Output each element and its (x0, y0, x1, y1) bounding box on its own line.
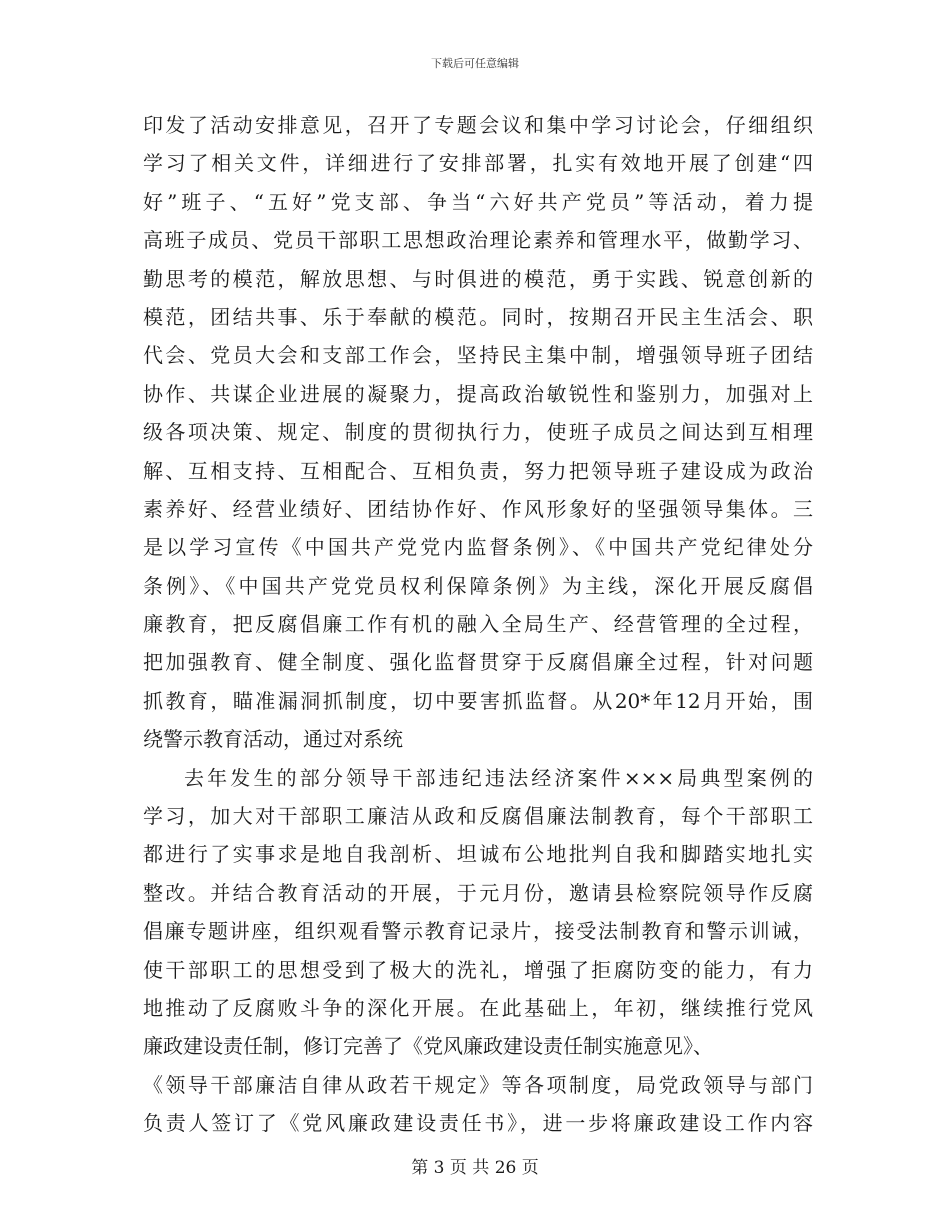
page-header: 下载后可任意编辑 (431, 57, 519, 70)
paragraph-2 (143, 759, 813, 1143)
document-body (143, 106, 813, 1143)
text-line: 廉政建设责任制，修订完善了《党风廉政建设责任制实施意见》、 (143, 1034, 713, 1059)
text-line: 抓教育，瞄准漏洞抓制度，切中要害抓监督。从20*年12月开始，围 (143, 688, 813, 713)
text-line: 倡廉专题讲座，组织观看警示教育记录片，接受法制教育和警示训诫， (143, 919, 813, 944)
text-line: 协作、共谋企业进展的凝聚力，提高政治敏锐性和鉴别力，加强对上 (143, 381, 813, 406)
text-line: 学习了相关文件，详细进行了安排部署，扎实有效地开展了创建“四 (143, 151, 813, 176)
text-line: 使干部职工的思想受到了极大的洗礼，增强了拒腐防变的能力，有力 (143, 957, 813, 982)
text-line: 素养好、经营业绩好、团结协作好、作风形象好的坚强领导集体。三 (143, 496, 813, 521)
text-line: 高班子成员、党员干部职工思想政治理论素养和管理水平，做勤学习、 (143, 228, 813, 253)
text-line: 解、互相支持、互相配合、互相负责，努力把领导班子建设成为政治 (143, 458, 813, 483)
text-line: 学习，加大对干部职工廉洁从政和反腐倡廉法制教育，每个干部职工 (143, 804, 813, 829)
text-line: 整改。并结合教育活动的开展，于元月份，邀请县检察院领导作反腐 (143, 880, 813, 905)
text-line: 条例》、《中国共产党党员权利保障条例》为主线，深化开展反腐倡 (143, 573, 813, 598)
text-line: 地推动了反腐败斗争的深化开展。在此基础上，年初，继续推行党风 (143, 995, 813, 1020)
text-line: 绕警示教育活动，通过对系统 (143, 727, 403, 752)
text-line: 把加强教育、健全制度、强化监督贯穿于反腐倡廉全过程，针对问题 (143, 650, 813, 675)
paragraph-1 (143, 106, 813, 759)
text-line: 代会、党员大会和支部工作会，坚持民主集中制，增强领导班子团结 (143, 343, 813, 368)
text-line: 模范，团结共事、乐于奉献的模范。同时，按期召开民主生活会、职 (143, 304, 813, 329)
text-line: 去年发生的部分领导干部违纪违法经济案件×××局典型案例的 (184, 765, 813, 790)
text-line: 都进行了实事求是地自我剖析、坦诚布公地批判自我和脚踏实地扎实 (143, 842, 813, 867)
text-line: 《领导干部廉洁自律从政若干规定》等各项制度，局党政领导与部门 (143, 1072, 813, 1097)
text-line: 级各项决策、规定、制度的贯彻执行力，使班子成员之间达到互相理 (143, 420, 813, 445)
text-line: 勤思考的模范，解放思想、与时俱进的模范，勇于实践、锐意创新的 (143, 266, 813, 291)
text-line: 好”班子、“五好”党支部、争当“六好共产党员”等活动，着力提 (143, 189, 813, 214)
text-line: 印发了活动安排意见，召开了专题会议和集中学习讨论会，仔细组织 (143, 113, 813, 137)
text-line: 负责人签订了《党风廉政建设责任书》，进一步将廉政建设工作内容 (143, 1111, 813, 1136)
page-number: 第 3 页 共 26 页 (411, 1158, 539, 1178)
text-line: 是以学习宣传《中国共产党党内监督条例》、《中国共产党纪律处分 (143, 535, 813, 560)
text-line: 廉教育，把反腐倡廉工作有机的融入全局生产、经营管理的全过程， (143, 612, 813, 637)
